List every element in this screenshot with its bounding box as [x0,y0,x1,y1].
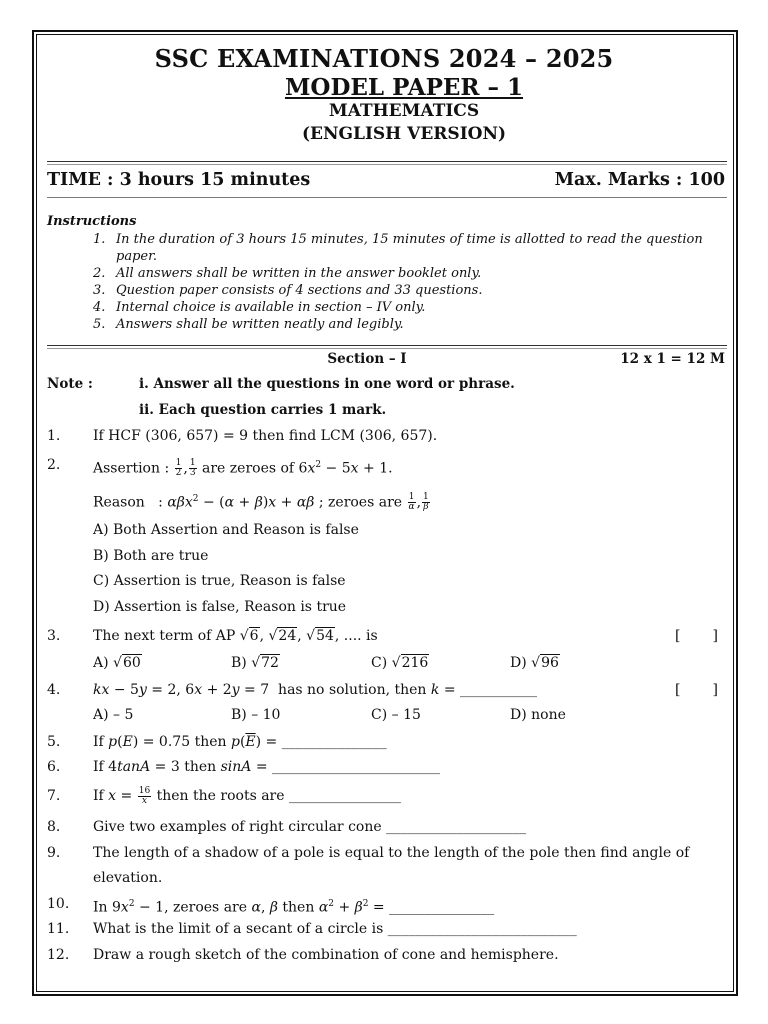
list-item: 4. Internal choice is available in section – IV only. [93,300,426,315]
list-item: 2. All answers shall be written in the answer booklet only. [93,266,482,281]
section-title: Section – I [327,351,407,367]
answer-bracket: [ ] [675,682,718,698]
divider [47,161,727,162]
time-label: TIME : 3 hours 15 minutes [47,170,311,190]
max-marks-label: Max. Marks : 100 [554,170,725,190]
option-c: C) Assertion is true, Reason is false [93,573,346,589]
answer-bracket: [ ] [675,628,718,644]
subject-title: MATHEMATICS [328,101,480,121]
instructions-list [93,231,723,333]
list-item: 5. Answers shall be written neatly and legibly. [93,317,404,332]
divider [47,164,727,165]
note-line-2: ii. Each question carries 1 mark. [139,402,387,418]
divider [47,345,727,346]
option-b: B) √72 [231,655,279,671]
option-a: A) Both Assertion and Reason is false [93,522,359,538]
option-d: D) √96 [510,655,559,671]
section-marks: 12 x 1 = 12 M [620,351,725,367]
paper-title: MODEL PAPER – 1 [284,74,524,101]
time-marks-row [47,170,725,190]
option-d: D) none [510,707,566,723]
list-item: 3. Question paper consists of 4 sections and 33 questions. [93,283,483,298]
exam-title: SSC EXAMINATIONS 2024 – 2025 [154,44,614,73]
note-label: Note : [47,376,93,392]
version-title: (ENGLISH VERSION) [301,124,507,144]
option-c: C) – 15 [371,707,421,723]
instructions-heading: Instructions [47,214,137,229]
option-b: B) – 10 [231,707,281,723]
option-d: D) Assertion is false, Reason is true [93,599,347,615]
option-c: C) √216 [371,655,429,671]
option-b: B) Both are true [93,548,209,564]
note-line-1: i. Answer all the questions in one word or phrase. [139,376,515,392]
list-item: 1. In the duration of 3 hours 15 minutes, 15 minutes of time is allotted to read the question paper. [93,232,703,264]
option-a: A) √60 [93,655,141,671]
divider [47,197,727,198]
divider [47,348,727,349]
option-a: A) – 5 [93,707,134,723]
